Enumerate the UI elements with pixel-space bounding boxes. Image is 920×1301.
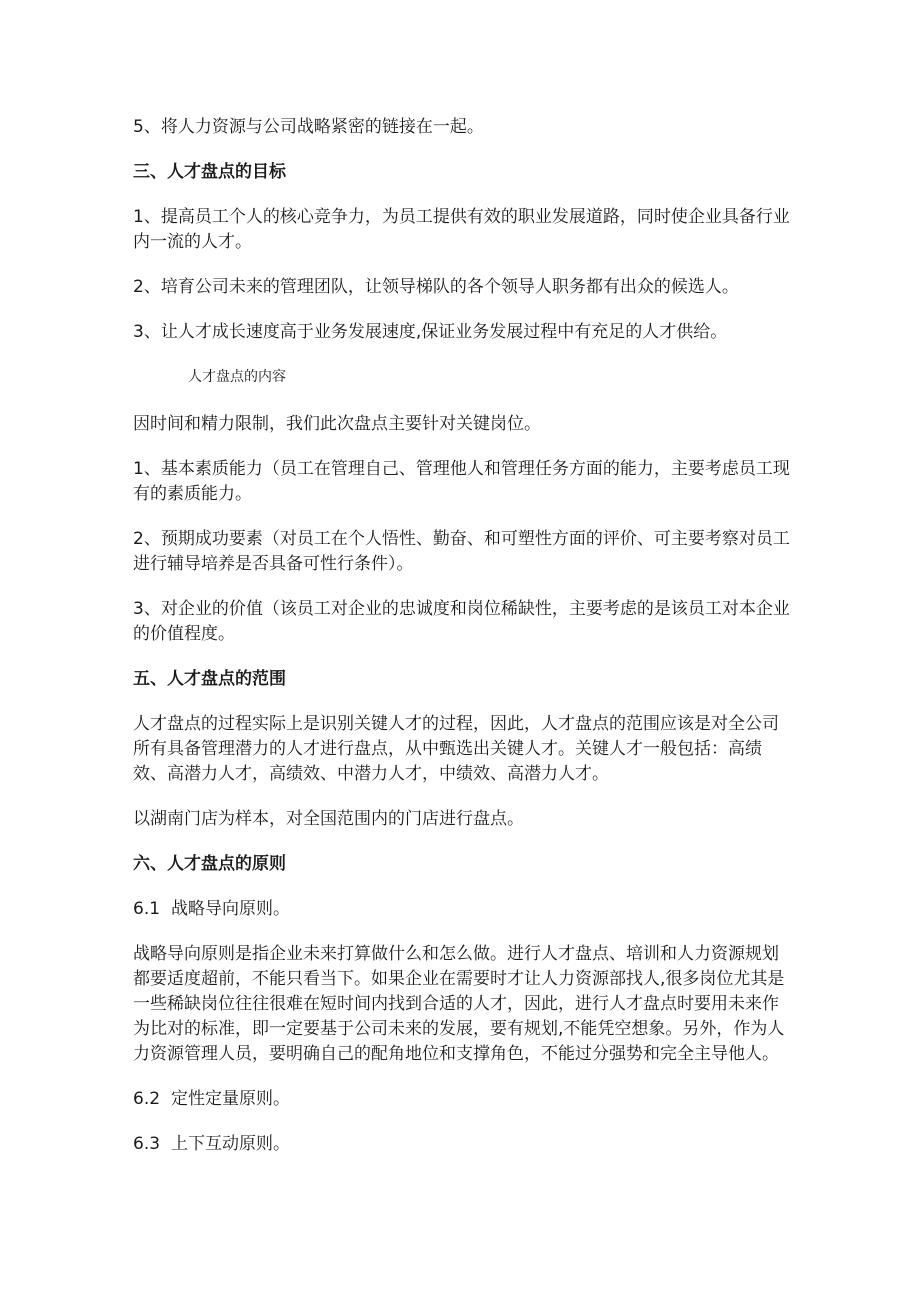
principle-number: 6.2 [133,1089,161,1109]
principle-number: 6.3 [133,1134,161,1154]
principle-6-3 [133,1132,792,1157]
paragraph-item-5: 5、将人力资源与公司战略紧密的链接在一起。 [133,117,484,137]
principle-title: 定性定量原则。 [171,1089,290,1109]
goal-item-3: 3、让人才成长速度高于业务发展速度,保证业务发展过程中有充足的人才供给。 [133,322,728,342]
principle-6-1 [133,897,792,922]
content-item-3: 3、对企业的价值（该员工对企业的忠诚度和岗位稀缺性，主要考虑的是该员工对本企业的价值程度。 [133,599,790,644]
section-heading-scope: 五、人才盘点的范围 [133,669,286,689]
scope-paragraph-1: 人才盘点的过程实际上是识别关键人才的过程，因此，人才盘点的范围应该是对全公司所有具备管理潜力的人才进行盘点，从中甄选出关键人才。关键人才一般包括：高绩效、高潜力人才，高绩效、中潜力人才，中绩效、高潜力人才。 [133,714,779,784]
principle-title: 战略导向原则。 [171,899,290,919]
goal-item-2: 2、培育公司未来的管理团队，让领导梯队的各个领导人职务都有出众的候选人。 [133,277,739,297]
scope-paragraph-2: 以湖南门店为样本，对全国范围内的门店进行盘点。 [133,809,524,829]
content-item-2: 2、预期成功要素（对员工在个人悟性、勤奋、和可塑性方面的评价、可主要考察对员工进行辅导培养是否具备可性行条件）。 [133,529,790,574]
content-item-1: 1、基本素质能力（员工在管理自己、管理他人和管理任务方面的能力，主要考虑员工现有的素质能力。 [133,459,790,504]
content-intro: 因时间和精力限制，我们此次盘点主要针对关键岗位。 [133,414,541,434]
principle-6-2 [133,1087,792,1112]
principle-6-1-body: 战略导向原则是指企业未来打算做什么和怎么做。进行人才盘点、培训和人力资源规划都要适度超前，不能只看当下。如果企业在需要时才让人力资源部找人,很多岗位尤其是一些稀缺岗位往往很难在短时间内找到合适的人才，因此，进行人才盘点时要用未来作为比对的标准，即一定要基于公司未来的发展，要有规划,不能凭空想象。另外，作为人力资源管理人员，要明确自己的配角地位和支撑角色，不能过分强势和完全主导他人。 [133,944,785,1064]
principle-number: 6.1 [133,899,161,919]
section-heading-principles: 六、人才盘点的原则 [133,854,286,874]
principle-title: 上下互动原则。 [171,1134,290,1154]
section-heading-goals: 三、人才盘点的目标 [133,162,286,182]
section-heading-content: 人才盘点的内容 [188,369,286,385]
goal-item-1: 1、提高员工个人的核心竞争力，为员工提供有效的职业发展道路，同时使企业具备行业内一流的人才。 [133,207,790,252]
